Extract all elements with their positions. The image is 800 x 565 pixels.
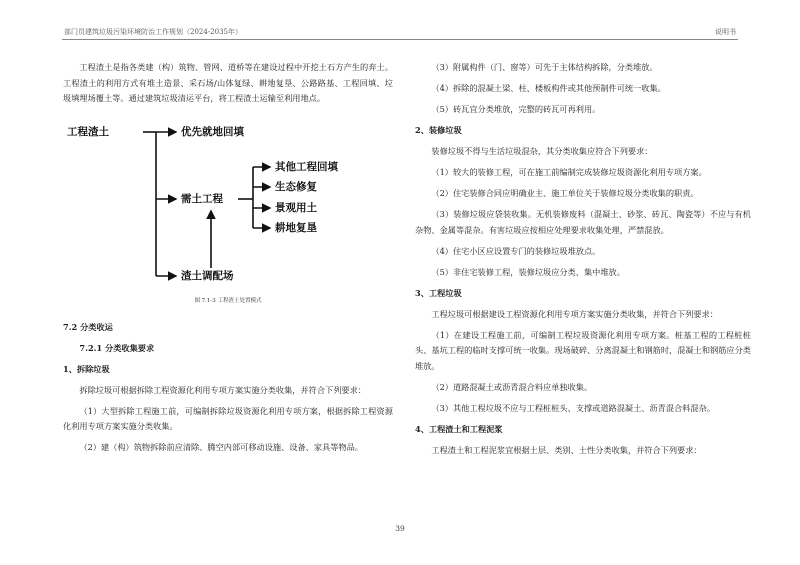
- paragraph: （4）住宅小区应设置专门的装修垃圾堆放点。: [431, 245, 601, 256]
- header-rule: [62, 39, 738, 40]
- paragraph: （1）较大的装修工程，可在施工前编制完成装修垃圾资源化利用专项方案。: [431, 167, 707, 177]
- section-title: 7.2 分类收运: [63, 321, 113, 332]
- page-number: 39: [395, 524, 405, 533]
- diagram-node-other-backfill: 其他工程回填: [275, 161, 338, 173]
- paragraph: （3）附属构件（门、窗等）可先于主体结构拆除，分类堆放。: [431, 62, 658, 72]
- paragraph: （3）装修垃圾应袋装收集。无机装修废料（混凝土、砂浆、砖瓦、陶瓷等）不应与有机杂物、金属等混杂。有害垃圾应按相应处理要求收集处理，严禁混放。: [415, 209, 751, 235]
- figure-caption: 图 7.1-3 工程渣土处置模式: [194, 298, 262, 304]
- subsection-title: 7.2.1 分类收集要求: [79, 342, 155, 353]
- paragraph: 拆除垃圾可根据拆除工程资源化利用专项方案实施分类收集，并符合下列要求：: [79, 384, 366, 395]
- paragraph: （2）建（构）筑物拆除前应清除、腾空内部可移动设施、设备、家具等物品。: [79, 442, 363, 452]
- heading-decoration-waste: 2、装修垃圾: [415, 125, 462, 135]
- paragraph: 装修垃圾不得与生活垃圾混杂，其分类收集应符合下列要求：: [431, 146, 653, 156]
- disposal-mode-diagram: [63, 112, 393, 290]
- paragraph: 工程渣土和工程泥浆宜根据土层、类别、土性分类收集，并符合下列要求：: [431, 444, 702, 455]
- paragraph: （2）道路混凝土或沥青混合料应单独收集。: [431, 381, 593, 392]
- diagram-node-farmland-reclamation: 耕地复垦: [275, 222, 317, 234]
- diagram-node-demand-engineering: 需土工程: [181, 193, 223, 205]
- paragraph: （2）住宅装修合同应明确业主、施工单位关于装修垃圾分类收集的职责。: [431, 188, 699, 198]
- running-header-section: 说明书: [715, 28, 736, 36]
- paragraph: （5）非住宅装修工程，装修垃圾应分类、集中堆放。: [431, 266, 625, 277]
- intro-paragraph: 工程渣土是指各类建（构）筑物、管网、道桥等在建设过程中开挖土石方产生的弃土。工程渣土的利用方式有堆土造景、采石场/山体复绿、耕地复垦、公路路基、工程回填、垃圾填埋场覆土等。通过建筑垃圾清运平台，将工程渣土运输至利用地点。: [63, 62, 393, 103]
- paragraph: （1）在建设工程施工前，可编制工程垃圾资源化利用专项方案。桩基工程的工程桩桩头、基坑工程的临时支撑可统一收集。现场破碎、分离混凝土和钢筋时，混凝土和钢筋应分类堆放。: [415, 329, 751, 371]
- left-column: [63, 60, 393, 461]
- diagram-node-landscape-soil: 景观用土: [275, 202, 317, 214]
- heading-engineering-waste: 3、工程垃圾: [415, 287, 462, 298]
- diagram-node-transfer-yard: 渣土调配场: [181, 270, 234, 282]
- heading-muck-and-mud: 4、工程渣土和工程泥浆: [415, 423, 503, 434]
- right-column: [415, 60, 751, 464]
- paragraph: （1）大型拆除工程施工前，可编制拆除垃圾资源化利用专项方案，根据拆除工程资源化利用专项方案实施分类收集。: [63, 405, 393, 431]
- heading-demolition-waste: 1、拆除垃圾: [63, 363, 110, 374]
- diagram-node-onsite-backfill: 优先就地回填: [181, 126, 244, 138]
- diagram-node-root: 工程渣土: [67, 126, 109, 138]
- paragraph: （5）砖瓦宜分类堆放，完整的砖瓦可再利用。: [431, 104, 601, 114]
- running-header-title: 部门员建筑垃圾污染环境防治工作规划（2024-2035年）: [64, 28, 242, 36]
- diagram-node-ecological-restoration: 生态修复: [275, 181, 317, 193]
- paragraph: （3）其他工程垃圾不应与工程桩桩头、支撑或道路混凝土、沥青混合料混杂。: [431, 402, 715, 413]
- paragraph: 工程垃圾可根据建设工程资源化利用专项方案实施分类收集，并符合下列要求：: [431, 308, 718, 319]
- paragraph: （4）拆除的混凝土梁、柱、楼板构件或其他预制件可统一收集。: [431, 83, 666, 93]
